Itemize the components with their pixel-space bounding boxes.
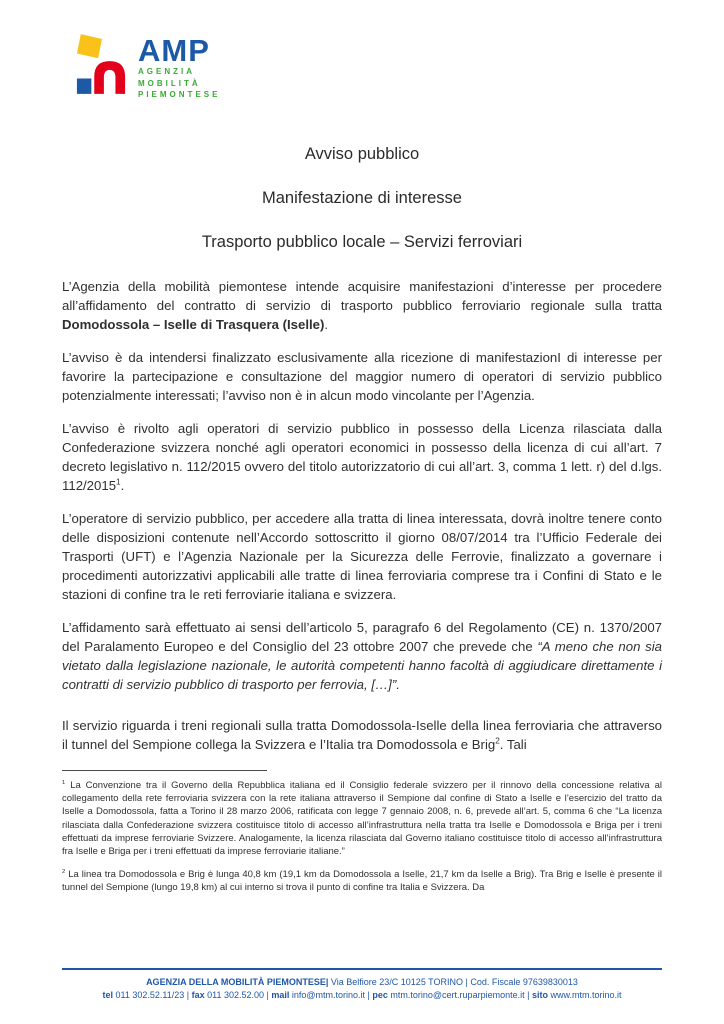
footnotes-section xyxy=(62,770,662,895)
footer-separator xyxy=(62,968,662,970)
logo-subtitle-line-1: AGENZIA xyxy=(138,67,195,76)
text-run: fax xyxy=(191,990,205,1000)
text-run: L’Agenzia della mobilità piemontese intende acquisire manifestazioni d’interesse per procedere all’affidamento del contratto di servizio di trasporto pubblico ferroviario regionale sulla tratta xyxy=(62,279,662,313)
text-run: sito xyxy=(531,990,548,1000)
text-run: . xyxy=(120,478,125,493)
footnote-marker: 1 xyxy=(62,779,66,786)
text-run: L’operatore di servizio pubblico, per accedere alla tratta di linea interessata, dovrà inoltre tenere conto delle disposizioni contenute nell’Accordo sottoscritto il giorno 08/07/2014 tra l’Ufficio Federale dei Trasporti (UFT) e l’Agenzia Nazionale per la Sicurezza delle Ferrovie, finalizzato a governare i procedimenti autorizzativi applicabili alle tratte di linea ferroviaria comprese tra i Confini di Stato e le stazioni di confine tra le reti ferroviarie italiana e svizzera. xyxy=(62,511,662,602)
body-paragraph xyxy=(62,618,662,694)
body-paragraph xyxy=(62,419,662,495)
text-run: 011 302.52.11/23 | xyxy=(113,990,192,1000)
title-line-1: Avviso pubblico xyxy=(304,145,420,163)
body-paragraph xyxy=(62,716,662,754)
footnote: $^1$ La Convenzione tra il Governo della Repubblica italiana ed il Consiglio federale svizzero per il rinnovo della concessione relativa al collegamento della rete ferroviaria svizzera con la rete italiana attraverso il Sempione dal confine di Stato a Iselle e l’esercizio del tratto da Iselle a Domodossola, fatta a Torino il 28 marzo 2006, ratificata con legge 7 gennaio 2008, n. 6, prevede all’art. 5, comma 6 che “La licenza rilasciata dalla Confederazione svizzera costituisce titolo di accesso all’infrastruttura nella tratta tra Iselle e Domodossola e Briga per i treni effettuati da imprese ferroviarie Svizzere. Analogamente, la licenza rilasciata dal Governo italiano costituisce titolo di accesso all’infrastruttura fra Iselle e Briga per i treni effettuati da imprese ferroviarie italiane.” xyxy=(62,779,662,858)
title-line-3: Trasporto pubblico locale – Servizi ferroviari xyxy=(201,233,523,251)
logo-acronym: AMP xyxy=(138,33,210,68)
text-run: pec xyxy=(372,990,388,1000)
page-footer xyxy=(62,968,662,1002)
text-run: tel xyxy=(102,990,114,1000)
footnote-separator xyxy=(62,770,267,771)
amp-logo-mark-icon xyxy=(75,34,127,101)
footnote-marker: 2 xyxy=(62,869,66,876)
text-run: L’affidamento sarà effettuato ai sensi dell’articolo 5, paragrafo 6 del Regolamento (CE) n. 1370/2007 del Paralamento Europeo e del Consiglio del 23 ottobre 2007 che prevede che xyxy=(62,620,662,654)
amp-logo-text xyxy=(138,34,220,101)
text-run: mtm.torino@cert.ruparpiemonte.it | xyxy=(387,990,532,1000)
footnotes-list xyxy=(62,779,662,895)
body-paragraph xyxy=(62,277,662,334)
text-run: mail xyxy=(271,990,290,1000)
footer-line-2 xyxy=(62,989,662,1002)
text-run: “A meno che non sia vietato dalla legislazione nazionale, le autorità competenti hanno facoltà di aggiudicare direttamente i contratti di servizio pubblico di trasporto per ferrovia, […]”. xyxy=(62,639,662,692)
text-run: . xyxy=(324,317,329,332)
text-run: Il servizio riguarda i treni regionali sulla tratta Domodossola-Iselle della linea ferroviaria che attraverso il tunnel del Sempione collega la Svizzera e l’Italia tra Domodossola e Brig xyxy=(62,718,662,752)
document-body xyxy=(62,277,662,754)
text-run: AGENZIA DELLA MOBILITÀ PIEMONTESE| xyxy=(146,977,329,987)
text-run: www.mtm.torino.it xyxy=(547,990,622,1000)
text-run: Domodossola – Iselle di Trasquera (Iselle) xyxy=(62,317,325,332)
title-line-2: Manifestazione di interesse xyxy=(262,189,462,207)
footer-line-1 xyxy=(62,976,662,989)
document-titles xyxy=(62,145,662,252)
amp-logo xyxy=(75,34,662,101)
logo-subtitle-line-3: PIEMONTESE xyxy=(138,90,221,99)
body-paragraph xyxy=(62,509,662,604)
footnote: $^2$ La linea tra Domodossola e Brig è lunga 40,8 km (19,1 km da Domodossola a Iselle, 21,7 km da Iselle a Brig). Tra Brig e Iselle è presente il tunnel del Sempione (lungo 19,8 km) al cui interno si trova il punto di confine tra Italia e Svizzera. Da xyxy=(62,869,662,894)
text-run: 1 xyxy=(116,477,121,487)
text-run: . Tali xyxy=(499,737,527,752)
text-run: L’avviso è rivolto agli operatori di servizio pubblico in possesso della Licenza rilasciata dalla Confederazione svizzera nonché agli operatori economici in possesso della licenza di cui all’art. 7 decreto legislativo n. 112/2015 ovvero del titolo autorizzatorio di cui all’art. 3, comma 1 lett. r) del d.lgs. 112/2015 xyxy=(62,421,662,493)
body-paragraph xyxy=(62,348,662,405)
text-run: Via Belfiore 23/C 10125 TORINO | Cod. Fiscale 97639830013 xyxy=(328,977,578,987)
text-run: 011 302.52.00 | xyxy=(204,990,272,1000)
text-run: 2 xyxy=(495,736,500,746)
text-run: L’avviso è da intendersi finalizzato esclusivamente alla ricezione di manifestazionI di interesse per favorire la partecipazione e consultazione del maggior numero di operatori di servizio pubblico potenzialmente interessati; l’avviso non è in alcun modo vincolante per l’Agenzia. xyxy=(62,350,662,403)
logo-subtitle-line-2: MOBILITÀ xyxy=(138,78,201,88)
text-run: info@mtm.torino.it | xyxy=(289,990,373,1000)
